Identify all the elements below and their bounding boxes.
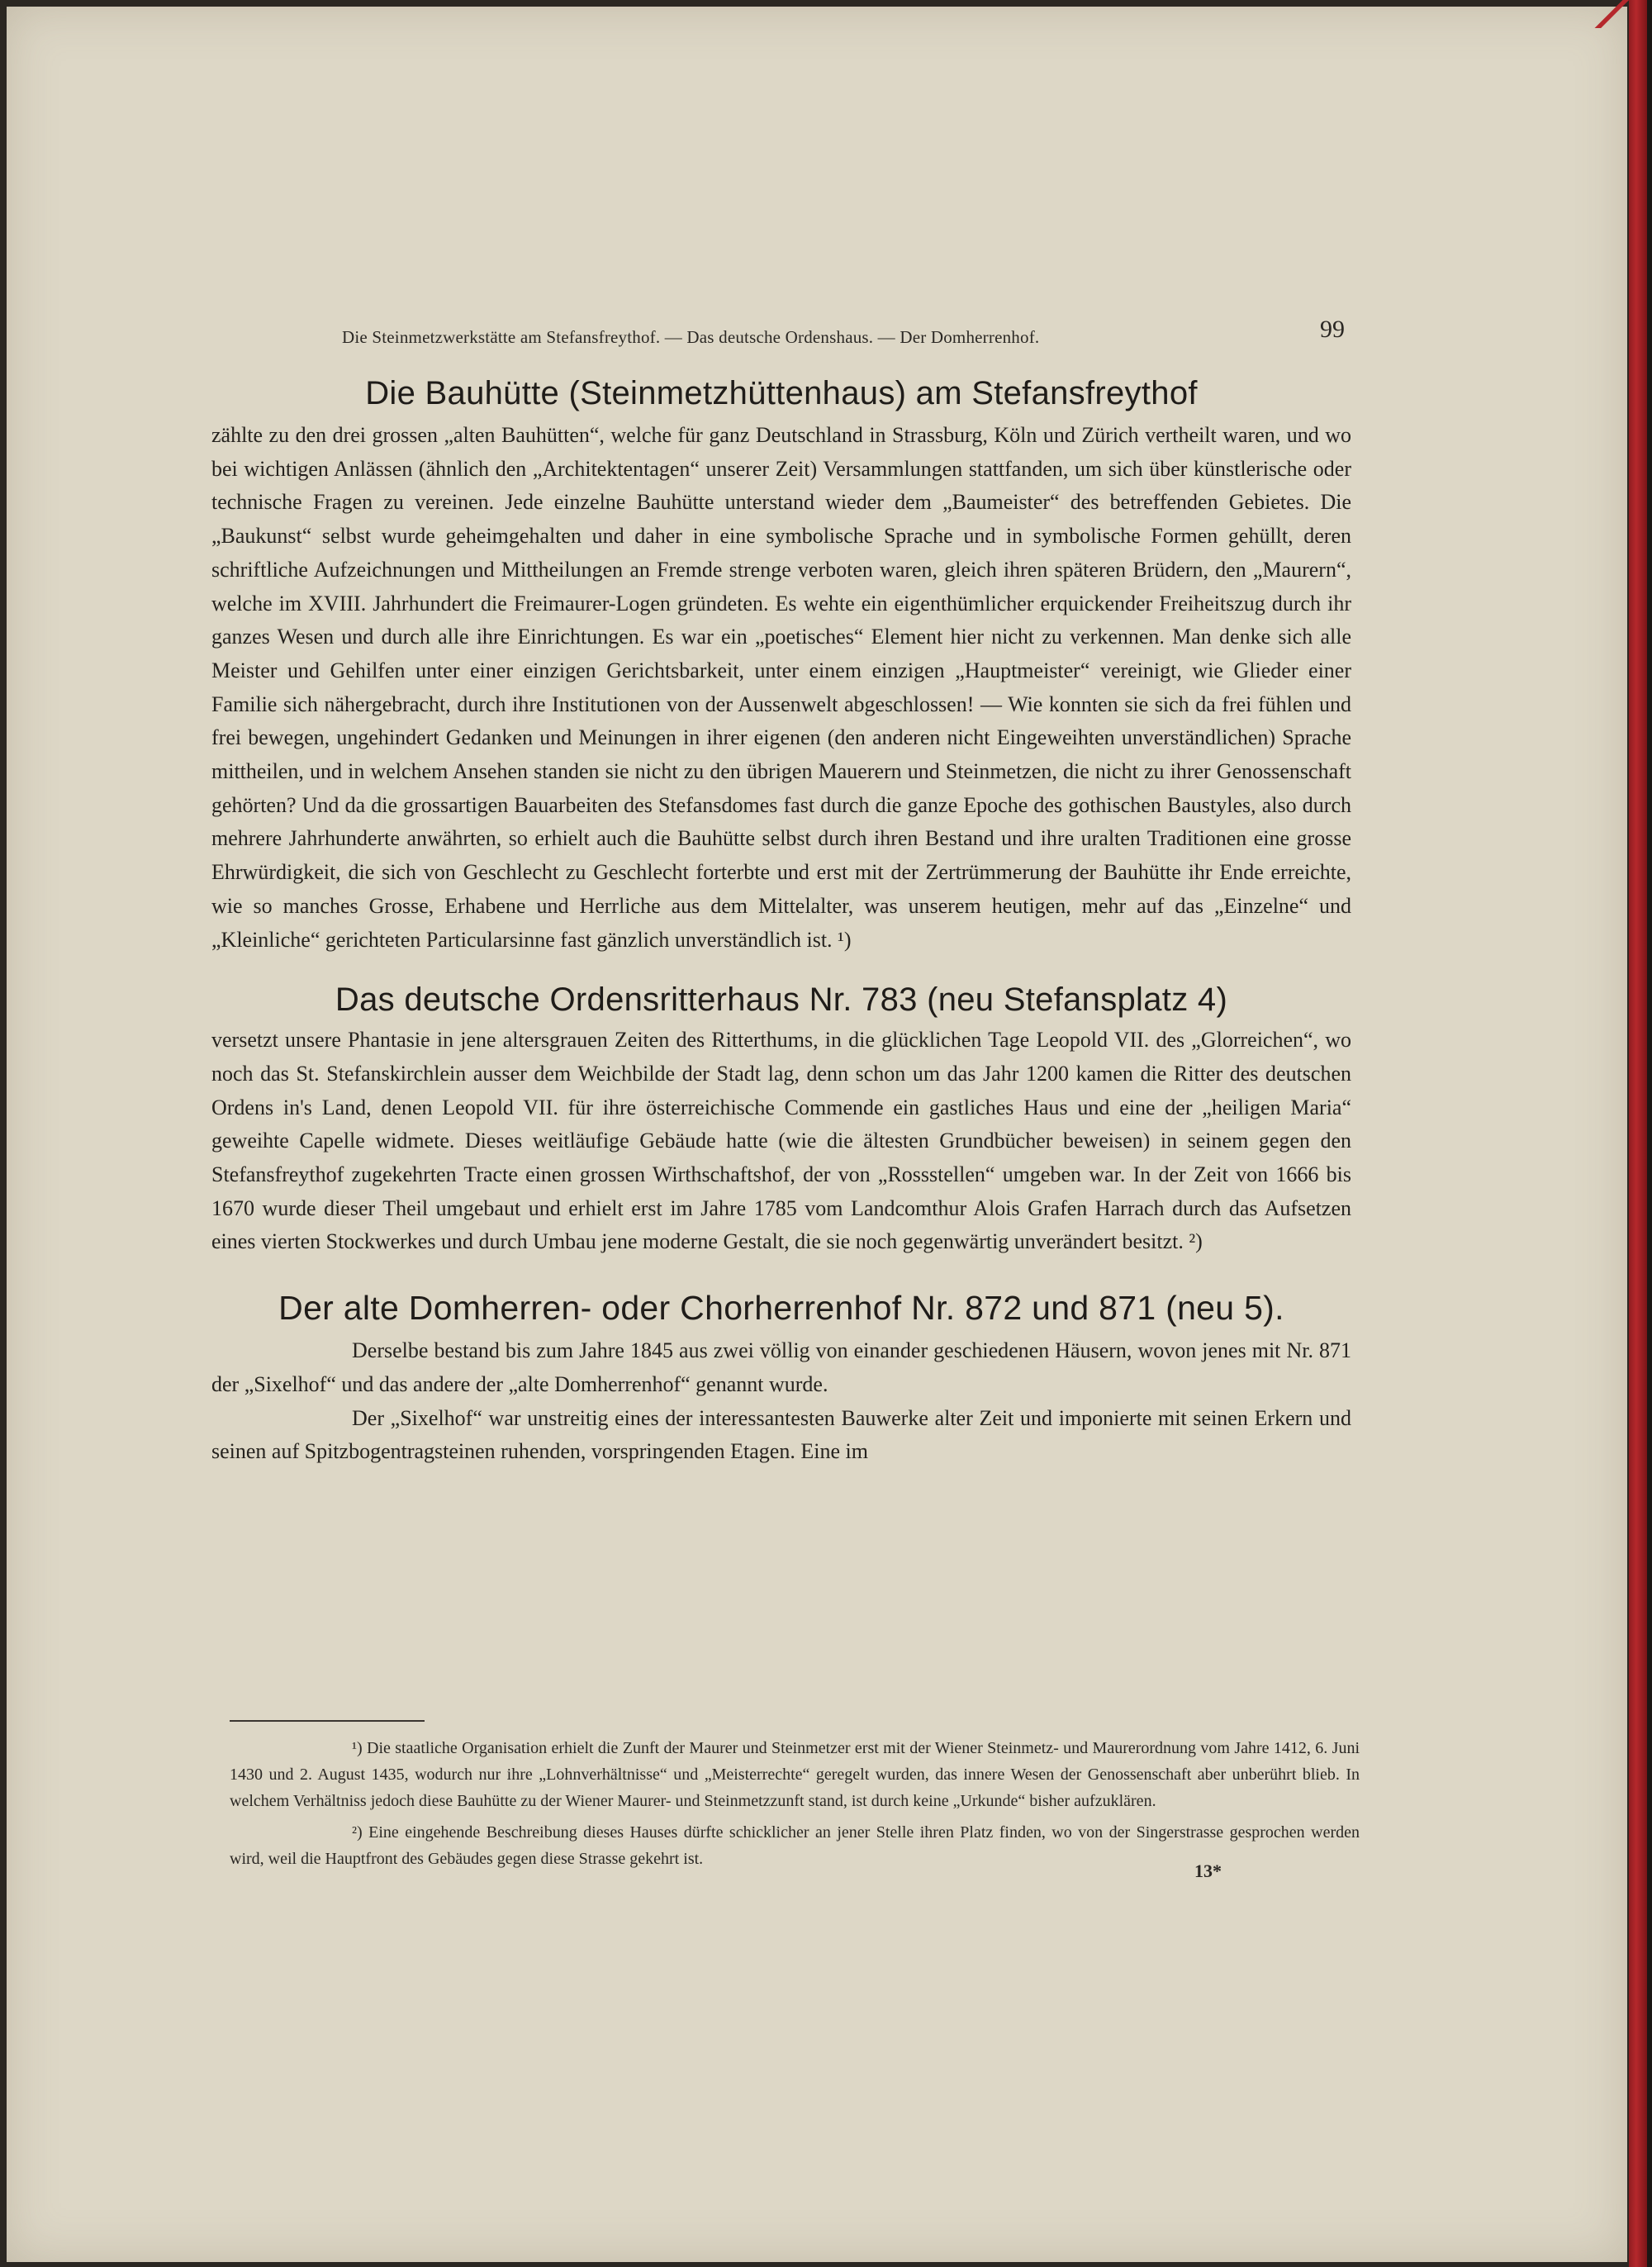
corner-ribbon-mark [1594,0,1629,28]
red-book-edge [1629,0,1647,2267]
footnote-2: ²) Eine eingehende Beschreibung dieses Hauses dürfte schicklicher an jener Stelle ihren Platz finden, wo von der Singerstrasse gesprochen werden wird, weil die Hauptfront des Gebäudes gegen diese Strasse gekehrt ist. [230,1823,1360,1868]
section-heading-ordensritterhaus: Das deutsche Ordensritterhaus Nr. 783 (neu Stefansplatz 4) [335,981,1228,1019]
paragraph-domherrenhof-2: Der „Sixelhof“ war unstreitig eines der interessantesten Bauwerke alter Zeit und imponierte mit seinen Erkern und seinen auf Spitzbogentragsteinen ruhenden, vorspringenden Etagen. Eine im [211,1405,1351,1464]
page-number: 99 [1320,316,1345,343]
paragraph-bauhuette: zählte zu den drei grossen „alten Bauhütten“, welche für ganz Deutschland in Strassburg, Köln und Zürich vertheilt waren, und wo bei wichtigen Anlässen (ähnlich den „Architektentagen“ unserer Zeit) Versammlungen stattfanden, um sich über künstlerische oder technische Fragen zu vereinen. Jede einzelne Bauhütte unterstand wieder dem „Baumeister“ des betreffenden Gebietes. Die „Baukunst“ selbst wurde geheimgehalten und daher in eine symbolische Sprache und in symbolische Formen gehüllt, deren schriftliche Aufzeichnungen und Mittheilungen an Fremde strenge verboten waren, gleich ihren späteren Brüdern, den „Maurern“, welche im XVIII. Jahrhundert die Freimaurer-Logen gründeten. Es wehte ein eigenthümlicher erquickender Freiheitszug durch ihr ganzes Wesen und durch alle ihre Einrichtungen. Es war ein „poetisches“ Element hier nicht zu verkennen. Man denke sich alle Meister und Gehilfen unter einer einzigen Gerichtsbarkeit, unter einem einzigen „Hauptmeister“ vereinigt, wie Glieder einer Familie sich nähergebracht, durch ihre Institutionen von der Aussenwelt abgeschlossen! — Wie konnten sie sich da frei fühlen und frei bewegen, ungehindert Gedanken und Meinungen in ihrer eigenen (den anderen nicht Eingeweihten unverständlichen) Sprache mittheilen, und in welchem Ansehen standen sie nicht zu den übrigen Mauerern und Steinmetzen, die nicht zu ihrer Genossenschaft gehörten? Und da die grossartigen Bauarbeiten des Stefansdomes fast durch die ganze Epoche des gothischen Baustyles, also durch mehrere Jahrhunderte anwährten, so erhielt auch die Bauhütte selbst durch ihren Bestand und ihre uralten Traditionen eine grosse Ehrwürdigkeit, die sich von Geschlecht zu Geschlecht forterbte und erst mit der Zertrümmerung der Bauhütte ihr Ende erreichte, wie so manches Grosse, Erhabene und Herrliche aus dem Mittelalter, was unserem heutigen, mehr auf das „Einzelne“ und „Kleinliche“ gerichteten Particularsinne fast gänzlich unverständlich ist. ¹) [211,423,1351,952]
footnote-rule [230,1720,425,1722]
running-head: Die Steinmetzwerkstätte am Stefansfreythof. — Das deutsche Ordenshaus. — Der Domherrenhof. [342,327,1040,347]
footnote-1: ¹) Die staatliche Organisation erhielt die Zunft der Maurer und Steinmetzer erst mit der Wiener Steinmetz- und Maurerordnung vom Jahre 1412, 6. Juni 1430 und 2. August 1435, wodurch nur ihre „Lohnverhältnisse“ und „Meisterrechte“ geregelt wurden, das innere Wesen der Genossenschaft aber unberührt blieb. In welchem Verhältniss jedoch diese Bauhütte zu der Wiener Maurer- und Steinmetzzunft stand, ist durch keine „Urkunde“ bisher aufzuklären. [230,1739,1360,1810]
section-heading-domherrenhof: Der alte Domherren- oder Chorherrenhof Nr. 872 und 871 (neu 5). [278,1289,1284,1328]
paragraph-ordensritterhaus: versetzt unsere Phantasie in jene altersgrauen Zeiten des Ritterthums, in die glücklichen Tage Leopold VII. des „Glorreichen“, wo noch das St. Stefanskirchlein ausser dem Weichbilde der Stadt lag, denn schon um das Jahr 1200 kamen die Ritter des deutschen Ordens in's Land, denen Leopold VII. für ihre österreichische Commende ein gastliches Haus und eine der „heiligen Maria“ geweihte Capelle widmete. Dieses weitläufige Gebäude hatte (wie die ältesten Grundbücher beweisen) in seinem gegen den Stefansfreythof zugekehrten Tracte einen grossen Wirthschaftshof, der von „Rossstellen“ umgeben war. In der Zeit von 1666 bis 1670 wurde dieser Theil umgebaut und erhielt erst im Jahre 1785 vom Landcomthur Alois Grafen Harrach durch das Aufsetzen eines vierten Stockwerkes und durch Umbau jene moderne Gestalt, die sie noch gegenwärtig unverändert besitzt. ²) [211,1028,1351,1254]
signature-mark: 13* [1194,1861,1222,1881]
section-heading-bauhuette: Die Bauhütte (Steinmetzhüttenhaus) am Stefansfreythof [365,375,1198,411]
main-text [211,375,1351,1469]
paragraph-domherrenhof-1: Derselbe bestand bis zum Jahre 1845 aus zwei völlig von einander geschiedenen Häusern, wovon jenes mit Nr. 871 der „Sixelhof“ und das andere der „alte Domherrenhof“ genannt wurde. [211,1338,1351,1396]
dark-scan-edge [1647,0,1652,2267]
